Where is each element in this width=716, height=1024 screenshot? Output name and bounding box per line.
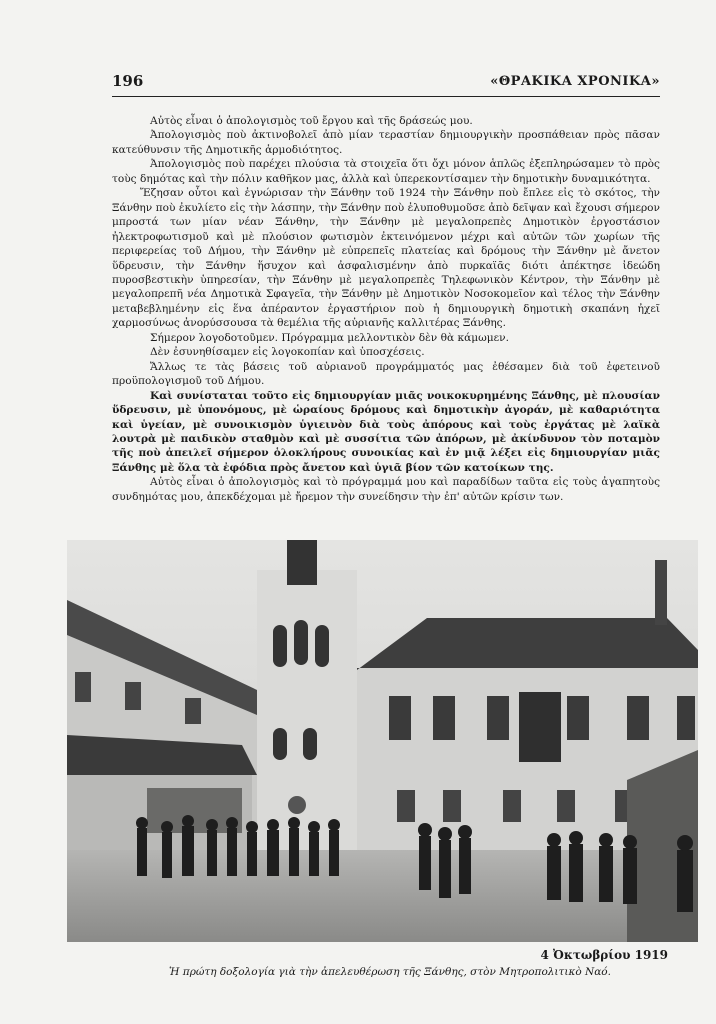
paragraph: Σήμερον λογοδοτοῦμεν. Πρόγραμμα μελλοντικὸν δὲν θὰ κάμωμεν. bbox=[150, 331, 509, 344]
photo-illustration-icon bbox=[67, 540, 698, 942]
paragraph: Ἀπολογισμὸς ποὺ ἀκτινοβολεῖ ἀπὸ μίαν τεραστίαν δημιουργικὴν προσπάθειαν πρὸς πᾶσαν κατεύθυνσιν τῆς Δημοτικῆς ἁρμοδιότητος. bbox=[112, 129, 660, 156]
paragraph: Καὶ συνίσταται τοῦτο εἰς δημιουργίαν μιᾶς νοικοκυρημένης Ξάνθης, μὲ πλουσίαν ὕδρευσιν, μὲ ὑπονόμους, μὲ ὡραίους δρόμους καὶ δημοτικὴν ἀγοράν, μὲ καθαριότητα καὶ ὑγείαν, μὲ συνοικισμὸν ὑγιεινὸν διὰ τοὺς ἀπόρους καὶ τοὺς ἐργάτας μὲ λαϊκὰ λουτρὰ μὲ παιδικὸν σταθμὸν καὶ μὲ συσσίτια τῶν ἀπόρων, μὲ ἀκίνδυνον τὸν ποταμὸν τῆς ποὺ ἀπειλεῖ σήμερον ὁλοκλήρους συνοικίας καὶ ἐν μιᾷ λέξει εἰς δημιουργίαν μιᾶς Ξάνθης μὲ ὅλα τὰ ἐφόδια πρὸς ἄνετον καὶ ὑγιᾶ βίον τῶν κατοίκων της. bbox=[112, 389, 660, 474]
paragraph: Ἀπολογισμὸς ποὺ παρέχει πλούσια τὰ στοιχεῖα ὅτι ὄχι μόνον ἁπλῶς ἐξεπληρώσαμεν τὸ πρὸς τοὺς δημότας καὶ τὴν πόλιν καθῆκον μας, ἀλλὰ καὶ ὑπερεκοντίσαμεν τὴν δημοτικὴν δυναμικότητα. bbox=[112, 158, 660, 185]
article-body bbox=[112, 114, 660, 504]
photo-caption: Ἡ πρώτη δοξολογία γιὰ τὴν ἀπελευθέρωση τῆς Ξάνθης, στὸν Μητροπολιτικὸ Ναό. bbox=[169, 966, 611, 978]
historic-photograph bbox=[67, 540, 698, 942]
paragraph: Αὐτὸς εἶναι ὁ ἀπολογισμὸς τοῦ ἔργου καὶ τῆς δράσεώς μου. bbox=[150, 115, 473, 127]
paragraph: Δὲν ἐσυνηθίσαμεν εἰς λογοκοπίαν καὶ ὑποσχέσεις. bbox=[150, 346, 425, 359]
page-header bbox=[112, 70, 660, 97]
paragraph: Ἔζησαν οὗτοι καὶ ἐγνώρισαν τὴν Ξάνθην τοῦ 1924 τὴν Ξάνθην ποὺ ἔπλεε εἰς τὸ σκότος, τὴν Ξάνθην ποὺ ἐκυλίετο εἰς τὴν λάσπην, τὴν Ξάνθην ποὺ ἐλυποθυμοῦσε ἀπὸ δεῖψαν καὶ ἔχουσι σήμερον μπροστά των μίαν νέαν Ξάνθην, τὴν Ξάνθην μὲ μεγαλοπρεπὲς Δημοτικὸν ἐργοστάσιον ἠλεκτροφωτισμοῦ καὶ μὲ πλούσιον φωτισμὸν ἐκτεινόμενον μέχρι καὶ αὐτῶν τῶν χωρίων τῆς περιφερείας τοῦ Δήμου, τὴν Ξάνθην μὲ εὐπρεπεῖς πλατείας καὶ δρόμους τὴν Ξάνθην μὲ ἄνετον ὕδρευσιν, τὴν Ξάνθην ἥσυχον καὶ ἀσφαλισμένην ἀπὸ πυρκαϊᾶς διότι ἀπέκτησε ἰδεώδη πυροσβεστικὴν ὑπηρεσίαν, τὴν Ξάνθην μὲ μεγαλοπρεπὲς Τηλεφωνικὸν Κέντρον, τὴν Ξάνθην μὲ μεγαλοπρεπῆ νέα Δημοτικὰ Σφαγεῖα, τὴν Ξάνθην μὲ Δημοτικὸν Νοσοκομεῖον καὶ τέλος τὴν Ξάνθην μεταβεβλημένην εἰς ἕνα ἀπέραντον ἐργαστήριον ποὺ ἡ δημιουργικὴ δημοτικὴ σκαπάνη ἠχεῖ χαρμοσύνως ἀνορύσσουσα τὰ θεμέλια τῆς αὐριανῆς καλλιτέρας Ξάνθης. bbox=[112, 187, 660, 330]
paragraph: Αὐτὸς εἶναι ὁ ἀπολογισμὸς καὶ τὸ πρόγραμμά μου καὶ παραδίδων ταῦτα εἰς τοὺς ἀγαπητοὺς συνδημότας μου, ἀπεκδέχομαι μὲ ἤρεμον τὴν συνείδησιν τὴν ἐπ' αὐτῶν κρίσιν των. bbox=[112, 476, 660, 503]
journal-title: «ΘΡΑΚΙΚΑ ΧΡΟΝΙΚΑ» bbox=[490, 74, 660, 89]
paragraph: Ἄλλως τε τὰς βάσεις τοῦ αὐριανοῦ προγράμματός μας ἐθέσαμεν διὰ τοῦ ἐφετεινοῦ προϋπολογισμοῦ τοῦ Δήμου. bbox=[112, 360, 660, 388]
page-number: 196 bbox=[112, 72, 144, 90]
caption-date: 4 Ὀκτωβρίου 1919 bbox=[540, 948, 668, 962]
